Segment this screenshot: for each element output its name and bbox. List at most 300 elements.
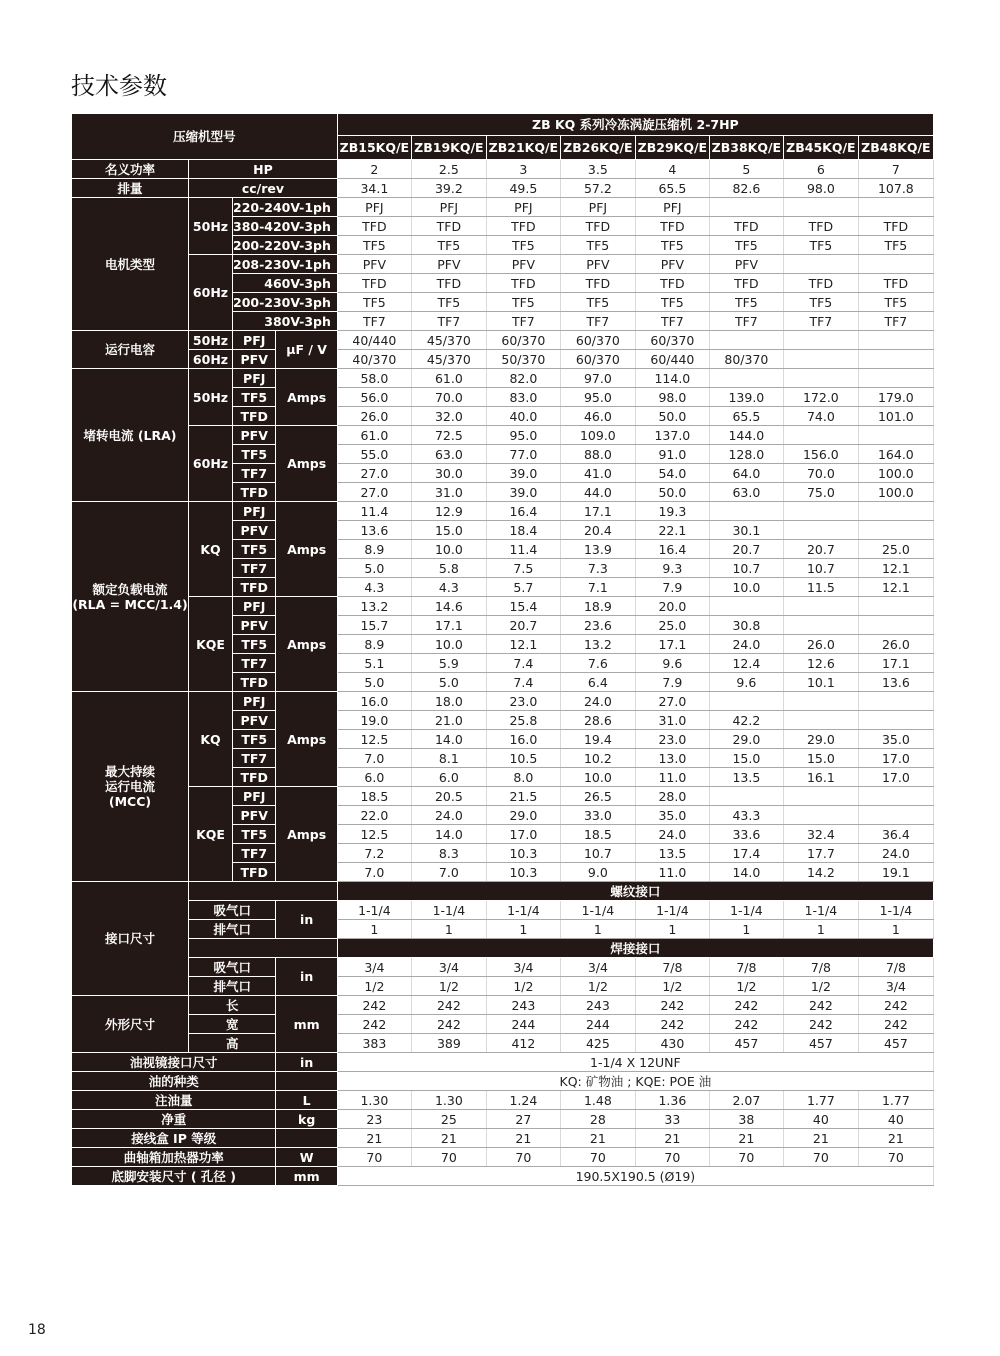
table-cell: 1-1/4 [337,901,411,920]
table-cell: 45/370 [411,350,486,369]
table-cell: TF5 [337,293,411,312]
table-cell: 10.0 [411,540,486,559]
table-cell: TFD [411,217,486,236]
table-cell [709,331,783,350]
table-cell: 243 [486,996,560,1015]
table-cell: 1-1/4 [783,901,858,920]
table-cell: 25.8 [486,711,560,730]
table-cell [783,502,858,521]
table-cell: 3/4 [411,958,486,977]
table-cell: 44.0 [560,483,635,502]
table-cell [783,692,858,711]
table-cell: 26.0 [783,635,858,654]
table-cell: PFJ [337,198,411,217]
table-cell: 38 [709,1110,783,1129]
table-cell: 24.0 [560,692,635,711]
freq-label: 50Hz [189,331,233,350]
table-cell: 16.4 [635,540,709,559]
series-title: ZB KQ 系列冷冻涡旋压缩机 2-7HP [337,114,933,136]
table-cell: 21 [486,1129,560,1148]
table-cell: TFD [858,274,933,293]
table-cell: 22.1 [635,521,709,540]
table-cell [709,597,783,616]
table-cell [858,597,933,616]
table-cell: 30.8 [709,616,783,635]
table-cell: 5.9 [411,654,486,673]
table-cell: 137.0 [635,426,709,445]
model-header: ZB38KQ/E [709,136,783,160]
unit-label: Amps [276,502,337,597]
table-cell: 7/8 [709,958,783,977]
motor-code: PFV [233,806,276,825]
table-cell: PFV [411,255,486,274]
table-row [72,502,934,521]
table-cell: 27 [486,1110,560,1129]
row-label: 最大持续 运行电流 (MCC) [72,692,189,882]
table-cell: 389 [411,1034,486,1053]
table-cell: 3/4 [858,977,933,996]
motor-code: PFV [233,616,276,635]
unit-label: L [276,1091,337,1110]
table-cell: 24.0 [411,806,486,825]
table-cell: 17.4 [709,844,783,863]
table-cell: 10.0 [560,768,635,787]
table-cell [783,597,858,616]
table-cell: 19.3 [635,502,709,521]
table-cell: 20.0 [635,597,709,616]
table-cell: 70 [709,1148,783,1167]
unit-label: kg [276,1110,337,1129]
table-cell: 10.7 [560,844,635,863]
table-cell: 17.0 [858,749,933,768]
table-cell: 14.2 [783,863,858,882]
row-label: 排气口 [189,920,276,939]
table-cell: 7 [858,160,933,179]
table-cell: 17.1 [858,654,933,673]
row-label: 长 [189,996,276,1015]
table-cell [783,255,858,274]
table-cell: 50/370 [486,350,560,369]
table-cell: 40/440 [337,331,411,350]
table-cell: 179.0 [858,388,933,407]
table-cell: 31.0 [635,711,709,730]
motor-code: TF7 [233,749,276,768]
table-cell: 26.0 [858,635,933,654]
table-cell: 3/4 [337,958,411,977]
table-cell: 7.0 [411,863,486,882]
model-label: 压缩机型号 [72,114,338,160]
table-cell: 7.0 [337,749,411,768]
table-cell: 12.6 [783,654,858,673]
table-cell [858,711,933,730]
table-cell: 7.1 [560,578,635,597]
table-cell: 13.6 [337,521,411,540]
table-cell: TF5 [709,293,783,312]
table-cell: 7.0 [337,863,411,882]
table-cell: 28 [560,1110,635,1129]
table-cell: TFD [560,274,635,293]
merged-value: 190.5X190.5 (Ø19) [337,1167,933,1186]
table-cell: 49.5 [486,179,560,198]
table-cell: 1 [486,920,560,939]
table-cell: 14.0 [709,863,783,882]
table-cell: 24.0 [858,844,933,863]
table-cell: 70 [858,1148,933,1167]
table-cell: 10.7 [783,559,858,578]
table-cell: 6.0 [337,768,411,787]
table-cell: 1 [709,920,783,939]
table-cell: 29.0 [783,730,858,749]
row-label: 高 [189,1034,276,1053]
table-cell: 9.6 [709,673,783,692]
table-cell: 1.24 [486,1091,560,1110]
table-cell: 33.6 [709,825,783,844]
table-cell: 11.0 [635,863,709,882]
row-label: 接线盒 IP 等级 [72,1129,276,1148]
table-cell: 28.6 [560,711,635,730]
table-cell: TF7 [560,312,635,331]
voltage-label: 200-220V-3ph [233,236,338,255]
table-cell: 8.3 [411,844,486,863]
motor-code: TFD [233,483,276,502]
table-cell [858,369,933,388]
table-cell: 95.0 [486,426,560,445]
table-cell: 7/8 [783,958,858,977]
motor-code: PFV [233,426,276,445]
table-cell: TF5 [635,236,709,255]
table-row [72,597,934,616]
table-cell: 5.0 [411,673,486,692]
table-row [72,1072,934,1091]
motor-code: PFV [233,350,276,369]
table-cell: 17.1 [635,635,709,654]
group-label: KQ [189,692,233,787]
table-cell: 42.2 [709,711,783,730]
row-label: 外形尺寸 [72,996,189,1053]
table-cell [858,521,933,540]
motor-code: PFV [233,711,276,730]
table-row [72,255,934,274]
motor-code: TF5 [233,730,276,749]
table-cell: 22.0 [337,806,411,825]
table-row [72,977,934,996]
table-cell: 457 [709,1034,783,1053]
table-cell [709,787,783,806]
table-cell: 242 [337,996,411,1015]
table-row [72,331,934,350]
table-cell [858,692,933,711]
table-cell: 6.4 [560,673,635,692]
table-cell: 39.2 [411,179,486,198]
motor-code: TF5 [233,540,276,559]
table-cell: TFD [783,217,858,236]
table-cell: 7.6 [560,654,635,673]
motor-code: TFD [233,578,276,597]
table-cell: 12.1 [858,559,933,578]
table-cell: 164.0 [858,445,933,464]
table-cell [783,787,858,806]
table-cell: 15.0 [709,749,783,768]
blank-cell [189,882,338,901]
model-header: ZB26KQ/E [560,136,635,160]
table-cell: 10.7 [709,559,783,578]
table-cell: TF7 [635,312,709,331]
table-cell: 5.0 [337,673,411,692]
motor-code: TF7 [233,559,276,578]
table-row [72,1148,934,1167]
table-cell: 1/2 [486,977,560,996]
table-cell: 1/2 [411,977,486,996]
table-cell: 60/370 [560,350,635,369]
table-row [72,1167,934,1186]
table-cell: 95.0 [560,388,635,407]
table-cell: 27.0 [337,464,411,483]
table-cell: 64.0 [709,464,783,483]
group-label: 50Hz [189,369,233,426]
table-cell: TF7 [858,312,933,331]
row-label: 吸气口 [189,958,276,977]
table-cell: 20.4 [560,521,635,540]
table-cell: PFJ [635,198,709,217]
table-cell: PFJ [486,198,560,217]
table-cell [783,369,858,388]
table-cell: 18.0 [411,692,486,711]
table-cell: 1-1/4 [709,901,783,920]
group-label: KQE [189,787,233,882]
merged-value: 1-1/4 X 12UNF [337,1053,933,1072]
table-cell: 10.5 [486,749,560,768]
table-cell: 1/2 [560,977,635,996]
table-cell: 33 [635,1110,709,1129]
table-row [72,198,934,217]
table-cell: 60/370 [486,331,560,350]
table-cell: 101.0 [858,407,933,426]
table-cell: 8.9 [337,540,411,559]
table-cell: 27.0 [635,692,709,711]
table-row [72,1015,934,1034]
table-cell: 28.0 [635,787,709,806]
model-header: ZB21KQ/E [486,136,560,160]
table-cell: 243 [560,996,635,1015]
table-cell: 21 [635,1129,709,1148]
table-cell: TF5 [560,293,635,312]
table-row [72,369,934,388]
table-cell: 8.9 [337,635,411,654]
table-cell: 16.4 [486,502,560,521]
model-header: ZB45KQ/E [783,136,858,160]
table-cell: 39.0 [486,483,560,502]
table-cell: 45/370 [411,331,486,350]
table-cell: 9.6 [635,654,709,673]
table-cell [858,350,933,369]
motor-code: PFV [233,521,276,540]
table-cell: 11.5 [783,578,858,597]
table-cell: 412 [486,1034,560,1053]
table-cell: TF7 [709,312,783,331]
table-cell: 7.9 [635,673,709,692]
blank-cell [189,939,338,958]
table-cell: 156.0 [783,445,858,464]
table-cell: 242 [858,996,933,1015]
table-cell: 26.5 [560,787,635,806]
table-cell: 242 [635,1015,709,1034]
table-cell: TFD [411,274,486,293]
table-cell: 55.0 [337,445,411,464]
table-row [72,939,934,958]
motor-code: PFJ [233,369,276,388]
table-cell: 1.36 [635,1091,709,1110]
unit-label: μF / V [276,331,337,369]
table-cell: 15.0 [411,521,486,540]
table-cell: 50.0 [635,483,709,502]
unit-label: Amps [276,369,337,426]
table-cell: 7.9 [635,578,709,597]
table-cell: 19.4 [560,730,635,749]
table-cell: 1-1/4 [635,901,709,920]
table-cell: 1/2 [337,977,411,996]
table-cell: 100.0 [858,483,933,502]
table-cell [858,806,933,825]
table-cell: 14.0 [411,730,486,749]
table-row [72,958,934,977]
table-cell: 10.3 [486,844,560,863]
table-cell: 58.0 [337,369,411,388]
table-cell: 17.1 [560,502,635,521]
table-cell: 242 [635,996,709,1015]
table-cell: 29.0 [486,806,560,825]
motor-code: TFD [233,863,276,882]
table-cell: 5.0 [337,559,411,578]
table-cell: 34.1 [337,179,411,198]
table-cell: 12.1 [858,578,933,597]
table-cell: 9.3 [635,559,709,578]
table-row [72,179,934,198]
table-cell: 16.1 [783,768,858,787]
table-cell: 13.5 [709,768,783,787]
table-cell: 21 [858,1129,933,1148]
table-cell: 172.0 [783,388,858,407]
table-cell: 30.0 [411,464,486,483]
table-cell: TFD [709,274,783,293]
table-cell: 13.2 [560,635,635,654]
table-cell: 63.0 [709,483,783,502]
table-cell: 31.0 [411,483,486,502]
row-label: 油的种类 [72,1072,276,1091]
table-row [72,882,934,901]
motor-code: PFJ [233,692,276,711]
table-cell: 20.7 [783,540,858,559]
table-cell: 21 [411,1129,486,1148]
table-cell: 70 [635,1148,709,1167]
table-cell: 23.0 [635,730,709,749]
table-cell: 1.77 [858,1091,933,1110]
table-cell [858,426,933,445]
table-cell: 32.4 [783,825,858,844]
model-header: ZB29KQ/E [635,136,709,160]
table-cell: 17.1 [411,616,486,635]
merged-value: KQ: 矿物油 ; KQE: POE 油 [337,1072,933,1091]
table-cell: 1-1/4 [858,901,933,920]
table-cell [783,806,858,825]
table-row [72,1129,934,1148]
table-cell: 13.5 [635,844,709,863]
table-cell: 242 [783,996,858,1015]
table-row [72,787,934,806]
table-cell: 1/2 [709,977,783,996]
table-cell: 70.0 [783,464,858,483]
table-cell: 30.1 [709,521,783,540]
table-cell: TF5 [709,236,783,255]
table-cell: 70.0 [411,388,486,407]
table-cell: 3/4 [560,958,635,977]
table-cell: 43.3 [709,806,783,825]
row-label: 额定负载电流 (RLA = MCC/1.4) [72,502,189,692]
table-cell: TFD [635,274,709,293]
table-cell: 39.0 [486,464,560,483]
table-cell: 32.0 [411,407,486,426]
table-cell: 65.5 [635,179,709,198]
table-cell [783,198,858,217]
table-cell: TF5 [486,236,560,255]
table-cell: 242 [783,1015,858,1034]
table-cell: 20.5 [411,787,486,806]
table-cell: TF7 [783,312,858,331]
table-cell: 8.0 [486,768,560,787]
table-cell: 114.0 [635,369,709,388]
row-label: 堵转电流 (LRA) [72,369,189,502]
row-label: 注油量 [72,1091,276,1110]
table-row [72,996,934,1015]
table-cell: PFJ [411,198,486,217]
table-cell: 21 [709,1129,783,1148]
table-cell: PFV [560,255,635,274]
row-label: 电机类型 [72,198,189,331]
table-cell: 77.0 [486,445,560,464]
table-cell: 242 [411,1015,486,1034]
table-cell: PFJ [560,198,635,217]
motor-code: TF7 [233,844,276,863]
table-cell: 23 [337,1110,411,1129]
table-cell: 18.9 [560,597,635,616]
table-cell: 12.9 [411,502,486,521]
table-cell: 2.5 [411,160,486,179]
table-cell: 16.0 [337,692,411,711]
table-cell: 75.0 [783,483,858,502]
table-cell: 13.6 [858,673,933,692]
table-cell: TF5 [486,293,560,312]
unit-label: mm [276,1167,337,1186]
table-cell: TFD [858,217,933,236]
table-cell: 60/440 [635,350,709,369]
table-cell: 100.0 [858,464,933,483]
table-cell: 98.0 [635,388,709,407]
row-label: 宽 [189,1015,276,1034]
table-cell: 383 [337,1034,411,1053]
unit-label: Amps [276,426,337,502]
table-cell: 10.1 [783,673,858,692]
row-label: 排量 [72,179,189,198]
table-cell [783,426,858,445]
table-cell: TF5 [337,236,411,255]
table-cell [858,502,933,521]
unit-label: mm [276,996,337,1053]
table-cell: 88.0 [560,445,635,464]
table-cell: 54.0 [635,464,709,483]
table-cell: 7.3 [560,559,635,578]
motor-code: TF5 [233,388,276,407]
table-cell: 5.1 [337,654,411,673]
table-cell: TF5 [411,293,486,312]
